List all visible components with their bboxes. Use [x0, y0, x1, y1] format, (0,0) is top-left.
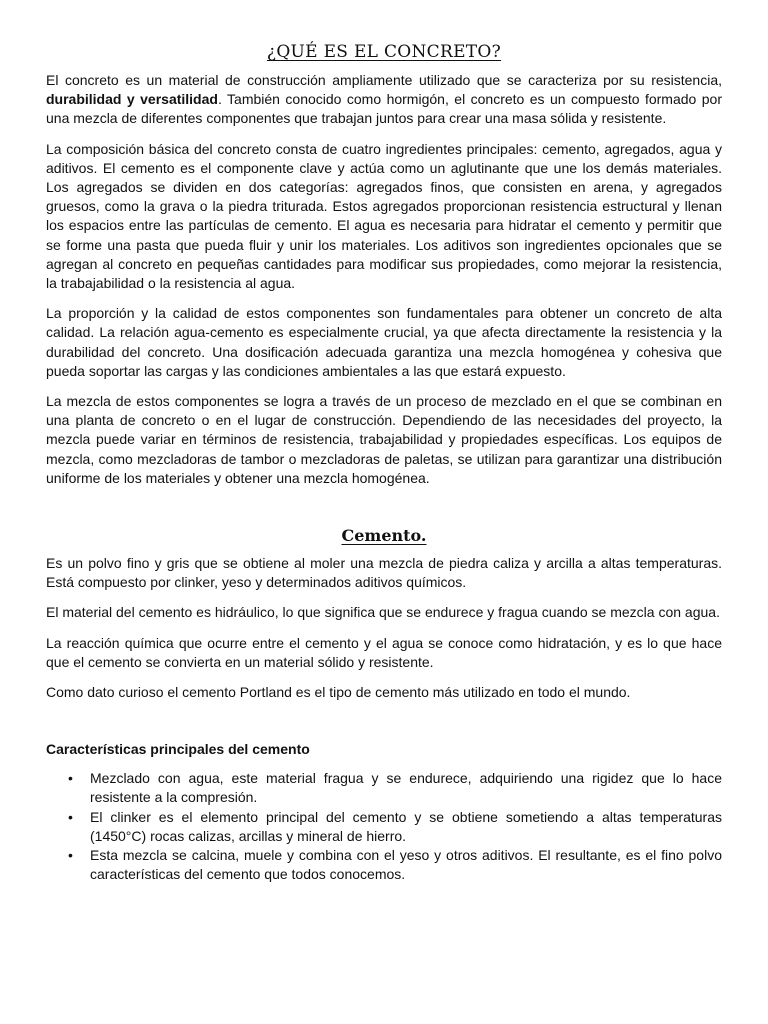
list-item-text: Mezclado con agua, este material fragua y se endurece, adquiriendo una rigidez que lo hace resistente a la compresión. — [90, 770, 722, 806]
list-item-text: Esta mezcla se calcina, muele y combina con el yeso y otros aditivos. El resultante, es el fino polvo características del cemento que todos conocemos. — [90, 847, 722, 883]
intro-paragraph-1 — [46, 71, 722, 129]
caracteristicas-list — [46, 769, 722, 884]
cemento-paragraph-1: Es un polvo fino y gris que se obtiene al moler una mezcla de piedra caliza y arcilla a altas temperaturas. Está compuesto por clinker, yeso y determinados aditivos químicos. — [46, 555, 722, 591]
list-item-text: El clinker es el elemento principal del cemento y se obtiene sometiendo a altas temperaturas (1450°C) rocas calizas, arcillas y mineral de hierro. — [90, 808, 722, 844]
intro-p1-bold: durabilidad y versatilidad — [46, 91, 218, 108]
bullet-icon: • — [68, 847, 73, 864]
intro-paragraph-2: La composición básica del concreto consta de cuatro ingredientes principales: cemento, agregados, agua y aditivos. El cemento es el componente clave y actúa como un aglutinante que une los demás materiales. Los agregados se dividen en dos categorías: agregados finos, que consisten en arena, y agregados gruesos, como la grava o la piedra triturada. Estos agregados proporcionan resistencia estructural y llenan los espacios entre las partículas de cemento. El agua es necesaria para hidratar el cemento y permitir que se forme una pasta que pueda fluir y unir los materiales. Los aditivos son ingredientes opcionales que se agregan al concreto en pequeñas cantidades para modificar sus propiedades, como mejorar la resistencia, la trabajabilidad o la resistencia al agua. — [46, 140, 722, 292]
list-item — [68, 846, 722, 884]
intro-p1-start: El concreto es un material de construcción ampliamente utilizado que se caracteriza por su resistencia, — [46, 72, 722, 88]
page-title: ¿QUÉ ES EL CONCRETO? — [266, 42, 502, 62]
intro-p1-end: . También conocido como hormigón, el concreto es un compuesto formado por una mezcla de diferentes componentes que trabajan juntos para crear una masa sólida y resistente. — [46, 91, 722, 127]
intro-paragraph-3: La proporción y la calidad de estos componentes son fundamentales para obtener un concreto de alta calidad. La relación agua-cemento es especialmente crucial, ya que afecta directamente la resistencia y la durabilidad del concreto. Una dosificación adecuada garantiza una mezcla homogénea y cohesiva que pueda soportar las cargas y las condiciones ambientales a las que estará expuesto. — [46, 305, 722, 379]
section-heading-cemento: Cemento. — [341, 526, 427, 546]
intro-paragraph-4: La mezcla de estos componentes se logra a través de un proceso de mezclado en el que se combinan en una planta de concreto o en el lugar de construcción. Dependiendo de las necesidades del proyecto, la mezcla puede variar en términos de resistencia, trabajabilidad y propiedades específicas. Los equipos de mezcla, como mezcladoras de tambor o mezcladoras de paletas, se utilizan para garantizar una distribución uniforme de los materiales y obtener una mezcla homogénea. — [46, 393, 722, 486]
cemento-paragraph-2: El material del cemento es hidráulico, lo que significa que se endurece y fragua cuando se mezcla con agua. — [46, 604, 720, 621]
bullet-icon: • — [68, 808, 73, 825]
cemento-paragraph-4: Como dato curioso el cemento Portland es el tipo de cemento más utilizado en todo el mundo. — [46, 684, 631, 701]
list-item — [68, 769, 722, 807]
subheading-caracteristicas: Características principales del cemento — [46, 741, 310, 758]
list-item — [68, 808, 722, 846]
cemento-paragraph-3: La reacción química que ocurre entre el cemento y el agua se conoce como hidratación, y es lo que hace que el cemento se convierta en un material sólido y resistente. — [46, 634, 722, 670]
bullet-icon: • — [68, 770, 73, 787]
